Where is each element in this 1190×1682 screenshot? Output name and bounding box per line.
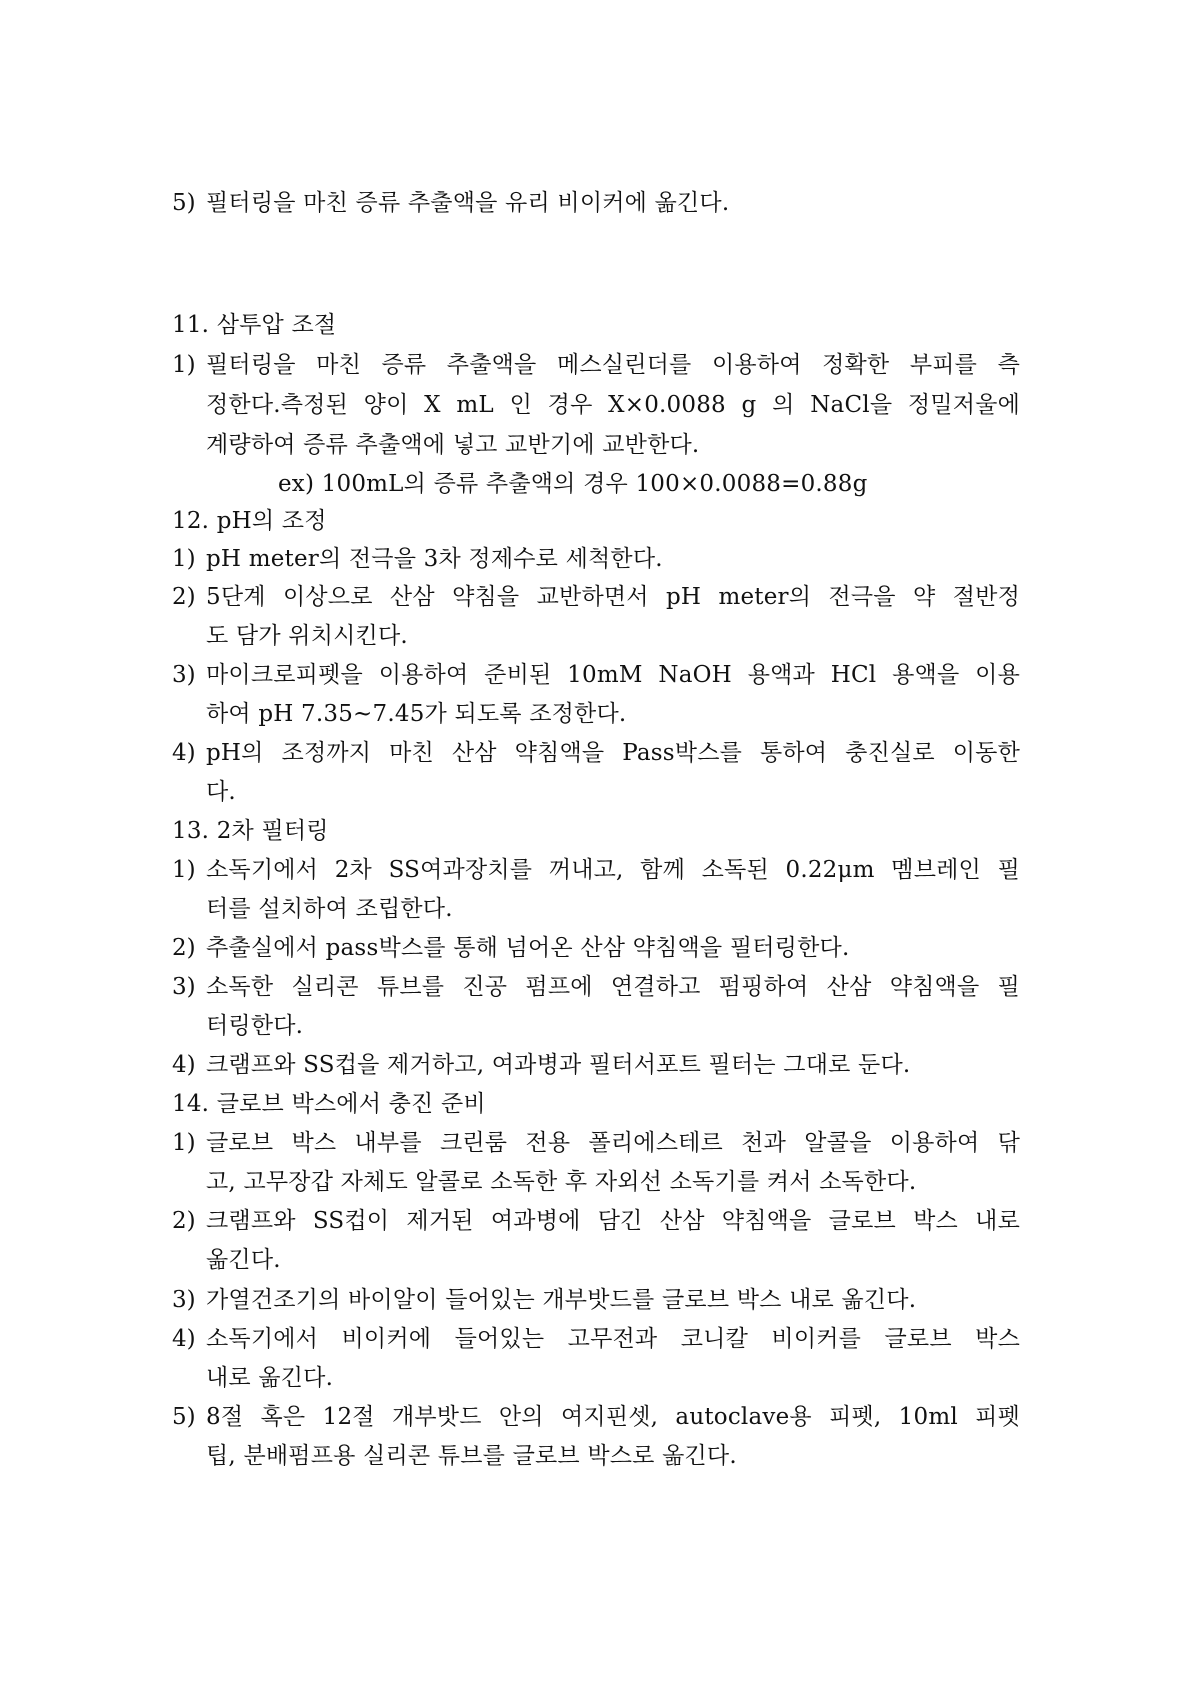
list-item-text: 터링한다.: [206, 1013, 304, 1039]
list-number: 5): [172, 1404, 196, 1430]
list-number: 1): [172, 546, 196, 572]
list-item-text: 마이크로피펫을 이용하여 준비된 10mM NaOH 용액과 HCl 용액을 이용: [206, 662, 1020, 688]
list-number: 5): [172, 190, 196, 216]
list-number: 2): [172, 935, 196, 961]
list-item-text: 계량하여 증류 추출액에 넣고 교반기에 교반한다.: [206, 432, 700, 458]
list-number: 4): [172, 1052, 196, 1078]
list-number: 1): [172, 1130, 196, 1156]
list-item-text: 하여 pH 7.35~7.45가 되도록 조정한다.: [206, 701, 627, 727]
list-number: 3): [172, 662, 196, 688]
list-item-text: 5단계 이상으로 산삼 약침을 교반하면서 pH meter의 전극을 약 절반정: [206, 584, 1020, 610]
section-heading: 13. 2차 필터링: [172, 818, 329, 844]
list-item-text: 고, 고무장갑 자체도 알콜로 소독한 후 자외선 소독기를 켜서 소독한다.: [206, 1169, 917, 1195]
list-item-text: 크램프와 SS컵이 제거된 여과병에 담긴 산삼 약침액을 글로브 박스 내로: [206, 1208, 1020, 1234]
list-item-text: pH의 조정까지 마친 산삼 약침액을 Pass박스를 통하여 충진실로 이동한: [206, 740, 1020, 766]
list-number: 1): [172, 857, 196, 883]
list-item-text: 도 담가 위치시킨다.: [206, 623, 408, 649]
section-heading: 12. pH의 조정: [172, 508, 327, 534]
list-item-text: 터를 설치하여 조립한다.: [206, 896, 453, 922]
list-item-text: 소독한 실리콘 튜브를 진공 펌프에 연결하고 펌핑하여 산삼 약침액을 필: [206, 974, 1020, 1000]
list-item-text: 가열건조기의 바이알이 들어있는 개부밧드를 글로브 박스 내로 옮긴다.: [206, 1287, 917, 1313]
list-item-text: 소독기에서 2차 SS여과장치를 꺼내고, 함께 소독된 0.22μm 멤브레인 필: [206, 857, 1020, 883]
list-item-text: 팁, 분배펌프용 실리콘 튜브를 글로브 박스로 옮긴다.: [206, 1443, 737, 1469]
list-item-text: 추출실에서 pass박스를 통해 넘어온 산삼 약침액을 필터링한다.: [206, 935, 850, 961]
list-item-text: 글로브 박스 내부를 크린룸 전용 폴리에스테르 천과 알콜을 이용하여 닦: [206, 1130, 1020, 1156]
list-item-text: 8절 혹은 12절 개부밧드 안의 여지핀셋, autoclave용 피펫, 10ml 피펫: [206, 1404, 1020, 1430]
list-item-text: 필터링을 마친 증류 추출액을 유리 비이커에 옮긴다.: [206, 190, 730, 216]
list-item-text: 정한다.측정된 양이 X mL 인 경우 X×0.0088 g 의 NaCl을 정밀저울에: [206, 392, 1020, 418]
example-text: ex) 100mL의 증류 추출액의 경우 100×0.0088=0.88g: [278, 471, 868, 497]
list-item-text: pH meter의 전극을 3차 정제수로 세척한다.: [206, 546, 663, 572]
list-number: 4): [172, 740, 196, 766]
list-number: 3): [172, 974, 196, 1000]
list-number: 4): [172, 1326, 196, 1352]
list-item-text: 크램프와 SS컵을 제거하고, 여과병과 필터서포트 필터는 그대로 둔다.: [206, 1052, 911, 1078]
list-item-text: 다.: [206, 779, 236, 805]
list-number: 1): [172, 352, 196, 378]
list-item-text: 옮긴다.: [206, 1247, 281, 1273]
list-item-text: 필터링을 마친 증류 추출액을 메스실린더를 이용하여 정확한 부피를 측: [206, 352, 1020, 378]
list-item-text: 소독기에서 비이커에 들어있는 고무전과 코니칼 비이커를 글로브 박스: [206, 1326, 1020, 1352]
section-heading: 14. 글로브 박스에서 충진 준비: [172, 1091, 486, 1117]
list-item-text: 내로 옮긴다.: [206, 1365, 334, 1391]
list-number: 3): [172, 1287, 196, 1313]
list-number: 2): [172, 584, 196, 610]
list-number: 2): [172, 1208, 196, 1234]
section-heading: 11. 삼투압 조절: [172, 312, 337, 338]
